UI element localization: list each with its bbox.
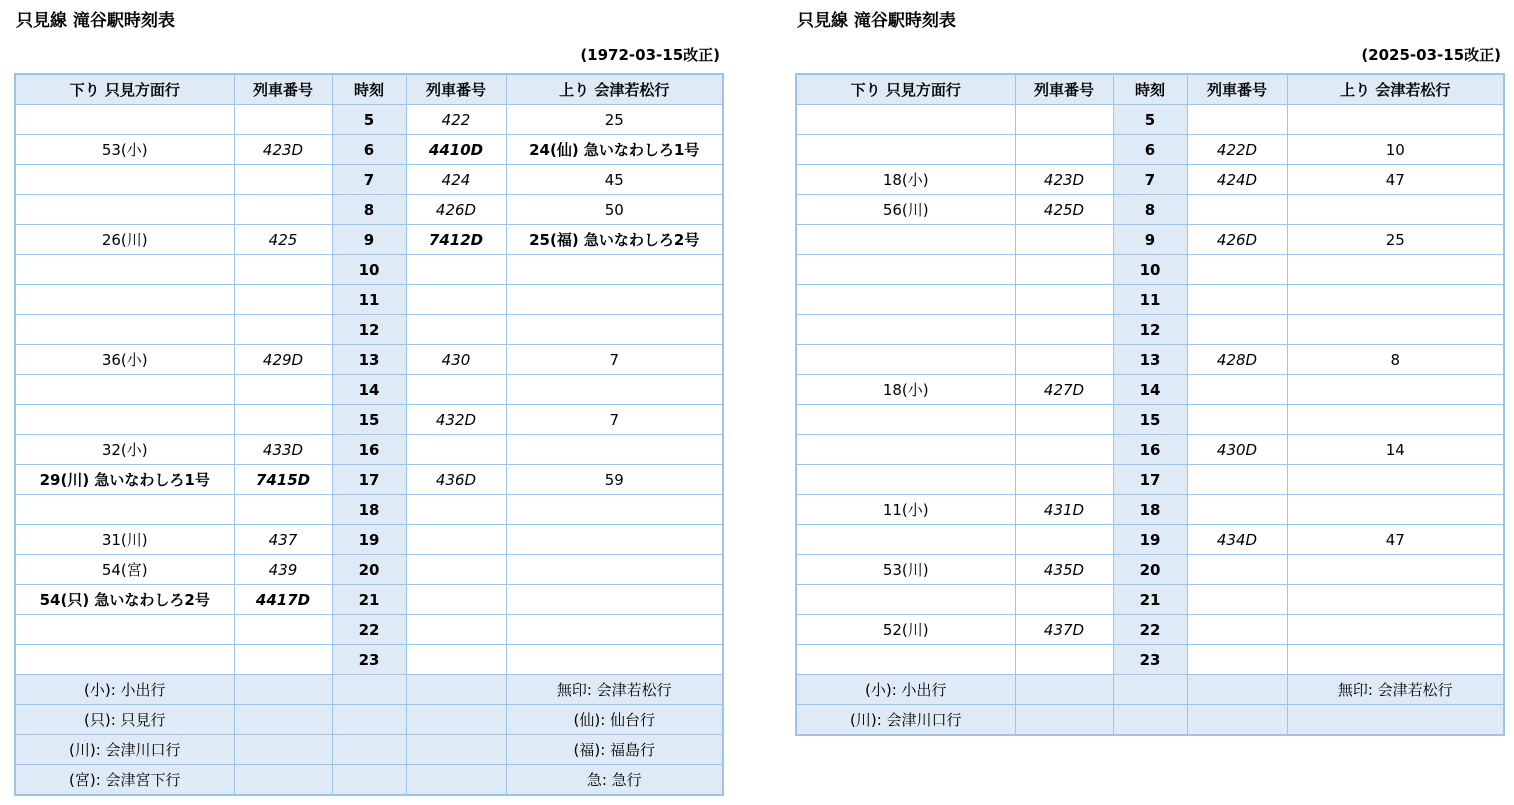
- timetable-sheet-1972: [14, 0, 722, 796]
- cell-down-train-number: 423D: [234, 135, 332, 165]
- table-row: [15, 225, 723, 255]
- timetable-table-2025: [795, 73, 1505, 736]
- legend-cell: (川): 会津川口行: [15, 735, 234, 765]
- cell-down-destination: [15, 495, 234, 525]
- cell-down-destination: [15, 105, 234, 135]
- cell-up-train-number: [406, 585, 506, 615]
- legend-row: [15, 675, 723, 705]
- timetable-table-1972: [14, 73, 724, 796]
- cell-hour: 17: [332, 465, 406, 495]
- cell-down-destination: [796, 105, 1015, 135]
- legend-cell: [332, 765, 406, 796]
- cell-hour: 8: [1113, 195, 1187, 225]
- cell-down-train-number: [234, 195, 332, 225]
- cell-down-train-number: 427D: [1015, 375, 1113, 405]
- cell-hour: 21: [332, 585, 406, 615]
- table-row: [796, 465, 1504, 495]
- cell-down-train-number: [1015, 405, 1113, 435]
- cell-up-destination: 59: [506, 465, 723, 495]
- cell-down-destination: [15, 405, 234, 435]
- cell-up-train-number: 430: [406, 345, 506, 375]
- cell-hour: 19: [332, 525, 406, 555]
- table-row: [796, 435, 1504, 465]
- legend-cell: [234, 705, 332, 735]
- legend-cell: [332, 735, 406, 765]
- table-row: [15, 165, 723, 195]
- cell-up-destination: 50: [506, 195, 723, 225]
- cell-up-train-number: [1187, 105, 1287, 135]
- timetable-sheet-2025: [795, 0, 1503, 736]
- table-row: [15, 135, 723, 165]
- cell-down-destination: [796, 465, 1015, 495]
- legend-row: [796, 705, 1504, 736]
- cell-down-destination: 31(川): [15, 525, 234, 555]
- cell-down-train-number: [234, 105, 332, 135]
- header-down-direction: 下り 只見方面行: [15, 74, 234, 105]
- table-row: [796, 615, 1504, 645]
- cell-hour: 6: [1113, 135, 1187, 165]
- cell-up-train-number: [1187, 585, 1287, 615]
- cell-down-destination: 11(小): [796, 495, 1015, 525]
- revision-date: (2025-03-15改正): [1361, 46, 1501, 64]
- cell-up-train-number: 426D: [406, 195, 506, 225]
- cell-up-train-number: [406, 645, 506, 675]
- cell-up-train-number: [1187, 195, 1287, 225]
- table-row: [796, 165, 1504, 195]
- cell-down-destination: 53(川): [796, 555, 1015, 585]
- cell-down-train-number: 425: [234, 225, 332, 255]
- table-row: [15, 405, 723, 435]
- cell-up-destination: [1287, 555, 1504, 585]
- cell-up-train-number: [1187, 315, 1287, 345]
- cell-down-destination: [796, 405, 1015, 435]
- legend-cell: [1015, 675, 1113, 705]
- cell-up-destination: [506, 375, 723, 405]
- cell-hour: 9: [332, 225, 406, 255]
- cell-down-train-number: [1015, 135, 1113, 165]
- table-row: [796, 525, 1504, 555]
- header-down-direction: 下り 只見方面行: [796, 74, 1015, 105]
- cell-up-train-number: [1187, 495, 1287, 525]
- cell-up-train-number: [1187, 285, 1287, 315]
- cell-down-destination: [15, 315, 234, 345]
- table-row: [796, 495, 1504, 525]
- cell-hour: 21: [1113, 585, 1187, 615]
- cell-up-train-number: [406, 255, 506, 285]
- cell-down-train-number: 437D: [1015, 615, 1113, 645]
- cell-down-train-number: [1015, 315, 1113, 345]
- table-row: [796, 315, 1504, 345]
- cell-down-destination: [15, 195, 234, 225]
- cell-hour: 23: [332, 645, 406, 675]
- cell-down-train-number: 429D: [234, 345, 332, 375]
- cell-up-destination: [506, 645, 723, 675]
- cell-up-destination: [1287, 645, 1504, 675]
- cell-down-destination: [796, 285, 1015, 315]
- cell-up-destination: [506, 255, 723, 285]
- legend-cell: [406, 705, 506, 735]
- cell-up-destination: [506, 585, 723, 615]
- cell-hour: 11: [332, 285, 406, 315]
- cell-up-train-number: [406, 555, 506, 585]
- table-row: [796, 225, 1504, 255]
- cell-down-train-number: [234, 165, 332, 195]
- cell-up-destination: 7: [506, 345, 723, 375]
- cell-up-train-number: [406, 435, 506, 465]
- cell-hour: 15: [332, 405, 406, 435]
- cell-up-train-number: 428D: [1187, 345, 1287, 375]
- table-row: [15, 645, 723, 675]
- cell-down-destination: 52(川): [796, 615, 1015, 645]
- page-title: 只見線 滝谷駅時刻表: [797, 11, 956, 31]
- header-down-train-number: 列車番号: [234, 74, 332, 105]
- cell-up-destination: [1287, 375, 1504, 405]
- cell-up-destination: 24(仙) 急いなわしろ1号: [506, 135, 723, 165]
- table-row: [15, 105, 723, 135]
- cell-up-destination: 7: [506, 405, 723, 435]
- cell-up-destination: 45: [506, 165, 723, 195]
- table-row: [15, 555, 723, 585]
- header-hour: 時刻: [1113, 74, 1187, 105]
- cell-down-train-number: [1015, 345, 1113, 375]
- cell-down-destination: 56(川): [796, 195, 1015, 225]
- cell-down-destination: 36(小): [15, 345, 234, 375]
- table-row: [15, 345, 723, 375]
- cell-up-destination: [1287, 255, 1504, 285]
- cell-up-destination: 25: [506, 105, 723, 135]
- cell-up-train-number: [406, 375, 506, 405]
- cell-up-train-number: [406, 615, 506, 645]
- table-row: [15, 375, 723, 405]
- legend-row: [15, 765, 723, 796]
- cell-up-destination: [1287, 315, 1504, 345]
- cell-down-train-number: [234, 645, 332, 675]
- table-row: [796, 345, 1504, 375]
- legend-cell: [406, 765, 506, 796]
- cell-down-destination: [15, 375, 234, 405]
- cell-down-destination: [796, 435, 1015, 465]
- cell-hour: 7: [1113, 165, 1187, 195]
- cell-down-destination: [796, 255, 1015, 285]
- table-row: [15, 585, 723, 615]
- table-row: [796, 255, 1504, 285]
- cell-down-destination: [15, 645, 234, 675]
- cell-hour: 20: [1113, 555, 1187, 585]
- cell-hour: 18: [332, 495, 406, 525]
- cell-down-train-number: [234, 495, 332, 525]
- legend-cell: (福): 福島行: [506, 735, 723, 765]
- cell-up-train-number: 432D: [406, 405, 506, 435]
- cell-down-destination: [796, 225, 1015, 255]
- table-row: [796, 645, 1504, 675]
- table-row: [15, 255, 723, 285]
- cell-down-train-number: [234, 405, 332, 435]
- legend-row: [15, 735, 723, 765]
- cell-down-destination: [796, 345, 1015, 375]
- header-up-direction: 上り 会津若松行: [1287, 74, 1504, 105]
- cell-down-train-number: [234, 285, 332, 315]
- cell-down-train-number: 433D: [234, 435, 332, 465]
- cell-hour: 11: [1113, 285, 1187, 315]
- cell-down-destination: 53(小): [15, 135, 234, 165]
- cell-down-train-number: 425D: [1015, 195, 1113, 225]
- legend-cell: [1015, 705, 1113, 736]
- cell-hour: 6: [332, 135, 406, 165]
- cell-down-train-number: 4417D: [234, 585, 332, 615]
- cell-hour: 13: [332, 345, 406, 375]
- cell-down-train-number: [234, 255, 332, 285]
- cell-down-train-number: 439: [234, 555, 332, 585]
- revision-date: (1972-03-15改正): [580, 46, 720, 64]
- cell-down-destination: [796, 135, 1015, 165]
- cell-hour: 14: [332, 375, 406, 405]
- table-row: [796, 285, 1504, 315]
- cell-up-destination: [1287, 495, 1504, 525]
- cell-up-train-number: [406, 525, 506, 555]
- cell-up-train-number: [406, 495, 506, 525]
- table-row: [15, 495, 723, 525]
- legend-cell: [332, 705, 406, 735]
- cell-down-train-number: [234, 615, 332, 645]
- cell-up-destination: [1287, 405, 1504, 435]
- cell-up-train-number: 436D: [406, 465, 506, 495]
- cell-down-train-number: 431D: [1015, 495, 1113, 525]
- cell-down-train-number: 423D: [1015, 165, 1113, 195]
- cell-hour: 15: [1113, 405, 1187, 435]
- cell-up-train-number: [1187, 255, 1287, 285]
- cell-hour: 16: [1113, 435, 1187, 465]
- legend-cell: (小): 小出行: [796, 675, 1015, 705]
- cell-up-destination: [506, 615, 723, 645]
- cell-up-train-number: [1187, 555, 1287, 585]
- cell-up-destination: 14: [1287, 435, 1504, 465]
- table-row: [796, 135, 1504, 165]
- table-row: [15, 195, 723, 225]
- cell-up-train-number: 430D: [1187, 435, 1287, 465]
- cell-down-train-number: 437: [234, 525, 332, 555]
- cell-hour: 18: [1113, 495, 1187, 525]
- cell-up-train-number: [1187, 465, 1287, 495]
- header-down-train-number: 列車番号: [1015, 74, 1113, 105]
- cell-hour: 5: [1113, 105, 1187, 135]
- cell-up-destination: 10: [1287, 135, 1504, 165]
- legend-cell: (宮): 会津宮下行: [15, 765, 234, 796]
- cell-up-train-number: [1187, 615, 1287, 645]
- cell-up-destination: [506, 495, 723, 525]
- header-row: [796, 74, 1504, 105]
- cell-up-destination: [506, 525, 723, 555]
- cell-up-train-number: [406, 285, 506, 315]
- cell-down-destination: [15, 285, 234, 315]
- cell-down-destination: [15, 255, 234, 285]
- table-row: [15, 285, 723, 315]
- cell-up-destination: 8: [1287, 345, 1504, 375]
- cell-down-destination: 29(川) 急いなわしろ1号: [15, 465, 234, 495]
- header-row: [15, 74, 723, 105]
- cell-up-destination: 47: [1287, 165, 1504, 195]
- cell-up-destination: [1287, 585, 1504, 615]
- table-row: [796, 105, 1504, 135]
- cell-up-train-number: 424D: [1187, 165, 1287, 195]
- cell-down-destination: 54(只) 急いなわしろ2号: [15, 585, 234, 615]
- cell-hour: 8: [332, 195, 406, 225]
- cell-down-destination: [796, 645, 1015, 675]
- legend-row: [796, 675, 1504, 705]
- cell-up-train-number: 434D: [1187, 525, 1287, 555]
- cell-up-train-number: [1187, 405, 1287, 435]
- legend-cell: (只): 只見行: [15, 705, 234, 735]
- cell-up-destination: [1287, 465, 1504, 495]
- table-row: [15, 315, 723, 345]
- cell-down-destination: [796, 585, 1015, 615]
- cell-down-destination: 32(小): [15, 435, 234, 465]
- header-up-direction: 上り 会津若松行: [506, 74, 723, 105]
- legend-cell: (川): 会津川口行: [796, 705, 1015, 736]
- cell-up-destination: 47: [1287, 525, 1504, 555]
- cell-hour: 22: [332, 615, 406, 645]
- table-row: [796, 585, 1504, 615]
- cell-down-destination: 18(小): [796, 375, 1015, 405]
- cell-down-train-number: 435D: [1015, 555, 1113, 585]
- cell-down-train-number: [234, 375, 332, 405]
- cell-hour: 7: [332, 165, 406, 195]
- cell-down-destination: 54(宮): [15, 555, 234, 585]
- legend-cell: 無印: 会津若松行: [1287, 675, 1504, 705]
- table-row: [796, 375, 1504, 405]
- table-row: [15, 615, 723, 645]
- cell-up-destination: [506, 315, 723, 345]
- cell-up-destination: [506, 285, 723, 315]
- cell-hour: 22: [1113, 615, 1187, 645]
- cell-up-train-number: 422D: [1187, 135, 1287, 165]
- cell-up-train-number: 426D: [1187, 225, 1287, 255]
- cell-down-destination: [796, 315, 1015, 345]
- cell-down-train-number: [1015, 255, 1113, 285]
- cell-hour: 23: [1113, 645, 1187, 675]
- cell-down-train-number: [1015, 285, 1113, 315]
- cell-hour: 14: [1113, 375, 1187, 405]
- header-up-train-number: 列車番号: [406, 74, 506, 105]
- cell-up-destination: 25(福) 急いなわしろ2号: [506, 225, 723, 255]
- legend-cell: (仙): 仙台行: [506, 705, 723, 735]
- cell-up-destination: [1287, 195, 1504, 225]
- legend-cell: [1113, 705, 1187, 736]
- cell-up-train-number: 422: [406, 105, 506, 135]
- cell-down-destination: 26(川): [15, 225, 234, 255]
- legend-cell: [1287, 705, 1504, 736]
- legend-row: [15, 705, 723, 735]
- page-title: 只見線 滝谷駅時刻表: [16, 11, 175, 31]
- cell-hour: 19: [1113, 525, 1187, 555]
- cell-up-train-number: 7412D: [406, 225, 506, 255]
- cell-down-train-number: 7415D: [234, 465, 332, 495]
- cell-hour: 17: [1113, 465, 1187, 495]
- table-row: [796, 405, 1504, 435]
- legend-cell: 無印: 会津若松行: [506, 675, 723, 705]
- cell-down-train-number: [1015, 105, 1113, 135]
- legend-cell: [1113, 675, 1187, 705]
- legend-cell: [406, 735, 506, 765]
- cell-up-destination: [1287, 285, 1504, 315]
- cell-down-train-number: [1015, 645, 1113, 675]
- cell-down-train-number: [1015, 525, 1113, 555]
- cell-hour: 5: [332, 105, 406, 135]
- cell-up-destination: [506, 435, 723, 465]
- cell-up-destination: [1287, 105, 1504, 135]
- cell-up-train-number: [1187, 375, 1287, 405]
- table-row: [15, 435, 723, 465]
- cell-hour: 10: [332, 255, 406, 285]
- cell-hour: 10: [1113, 255, 1187, 285]
- cell-down-destination: 18(小): [796, 165, 1015, 195]
- table-row: [796, 555, 1504, 585]
- table-row: [796, 195, 1504, 225]
- cell-up-destination: 25: [1287, 225, 1504, 255]
- cell-down-destination: [15, 615, 234, 645]
- cell-hour: 20: [332, 555, 406, 585]
- legend-cell: [1187, 705, 1287, 736]
- cell-up-destination: [1287, 615, 1504, 645]
- header-up-train-number: 列車番号: [1187, 74, 1287, 105]
- legend-cell: [406, 675, 506, 705]
- legend-cell: [234, 765, 332, 796]
- cell-up-train-number: 424: [406, 165, 506, 195]
- legend-cell: [234, 735, 332, 765]
- header-hour: 時刻: [332, 74, 406, 105]
- cell-hour: 12: [332, 315, 406, 345]
- cell-down-train-number: [1015, 225, 1113, 255]
- legend-cell: [1187, 675, 1287, 705]
- cell-down-train-number: [1015, 585, 1113, 615]
- cell-down-train-number: [234, 315, 332, 345]
- cell-up-train-number: [406, 315, 506, 345]
- legend-cell: [332, 675, 406, 705]
- cell-hour: 12: [1113, 315, 1187, 345]
- cell-down-train-number: [1015, 465, 1113, 495]
- cell-up-train-number: [1187, 645, 1287, 675]
- cell-down-destination: [796, 525, 1015, 555]
- cell-hour: 16: [332, 435, 406, 465]
- table-row: [15, 525, 723, 555]
- cell-up-train-number: 4410D: [406, 135, 506, 165]
- legend-cell: (小): 小出行: [15, 675, 234, 705]
- cell-hour: 9: [1113, 225, 1187, 255]
- legend-cell: 急: 急行: [506, 765, 723, 796]
- legend-cell: [234, 675, 332, 705]
- cell-hour: 13: [1113, 345, 1187, 375]
- cell-down-train-number: [1015, 435, 1113, 465]
- table-row: [15, 465, 723, 495]
- cell-down-destination: [15, 165, 234, 195]
- cell-up-destination: [506, 555, 723, 585]
